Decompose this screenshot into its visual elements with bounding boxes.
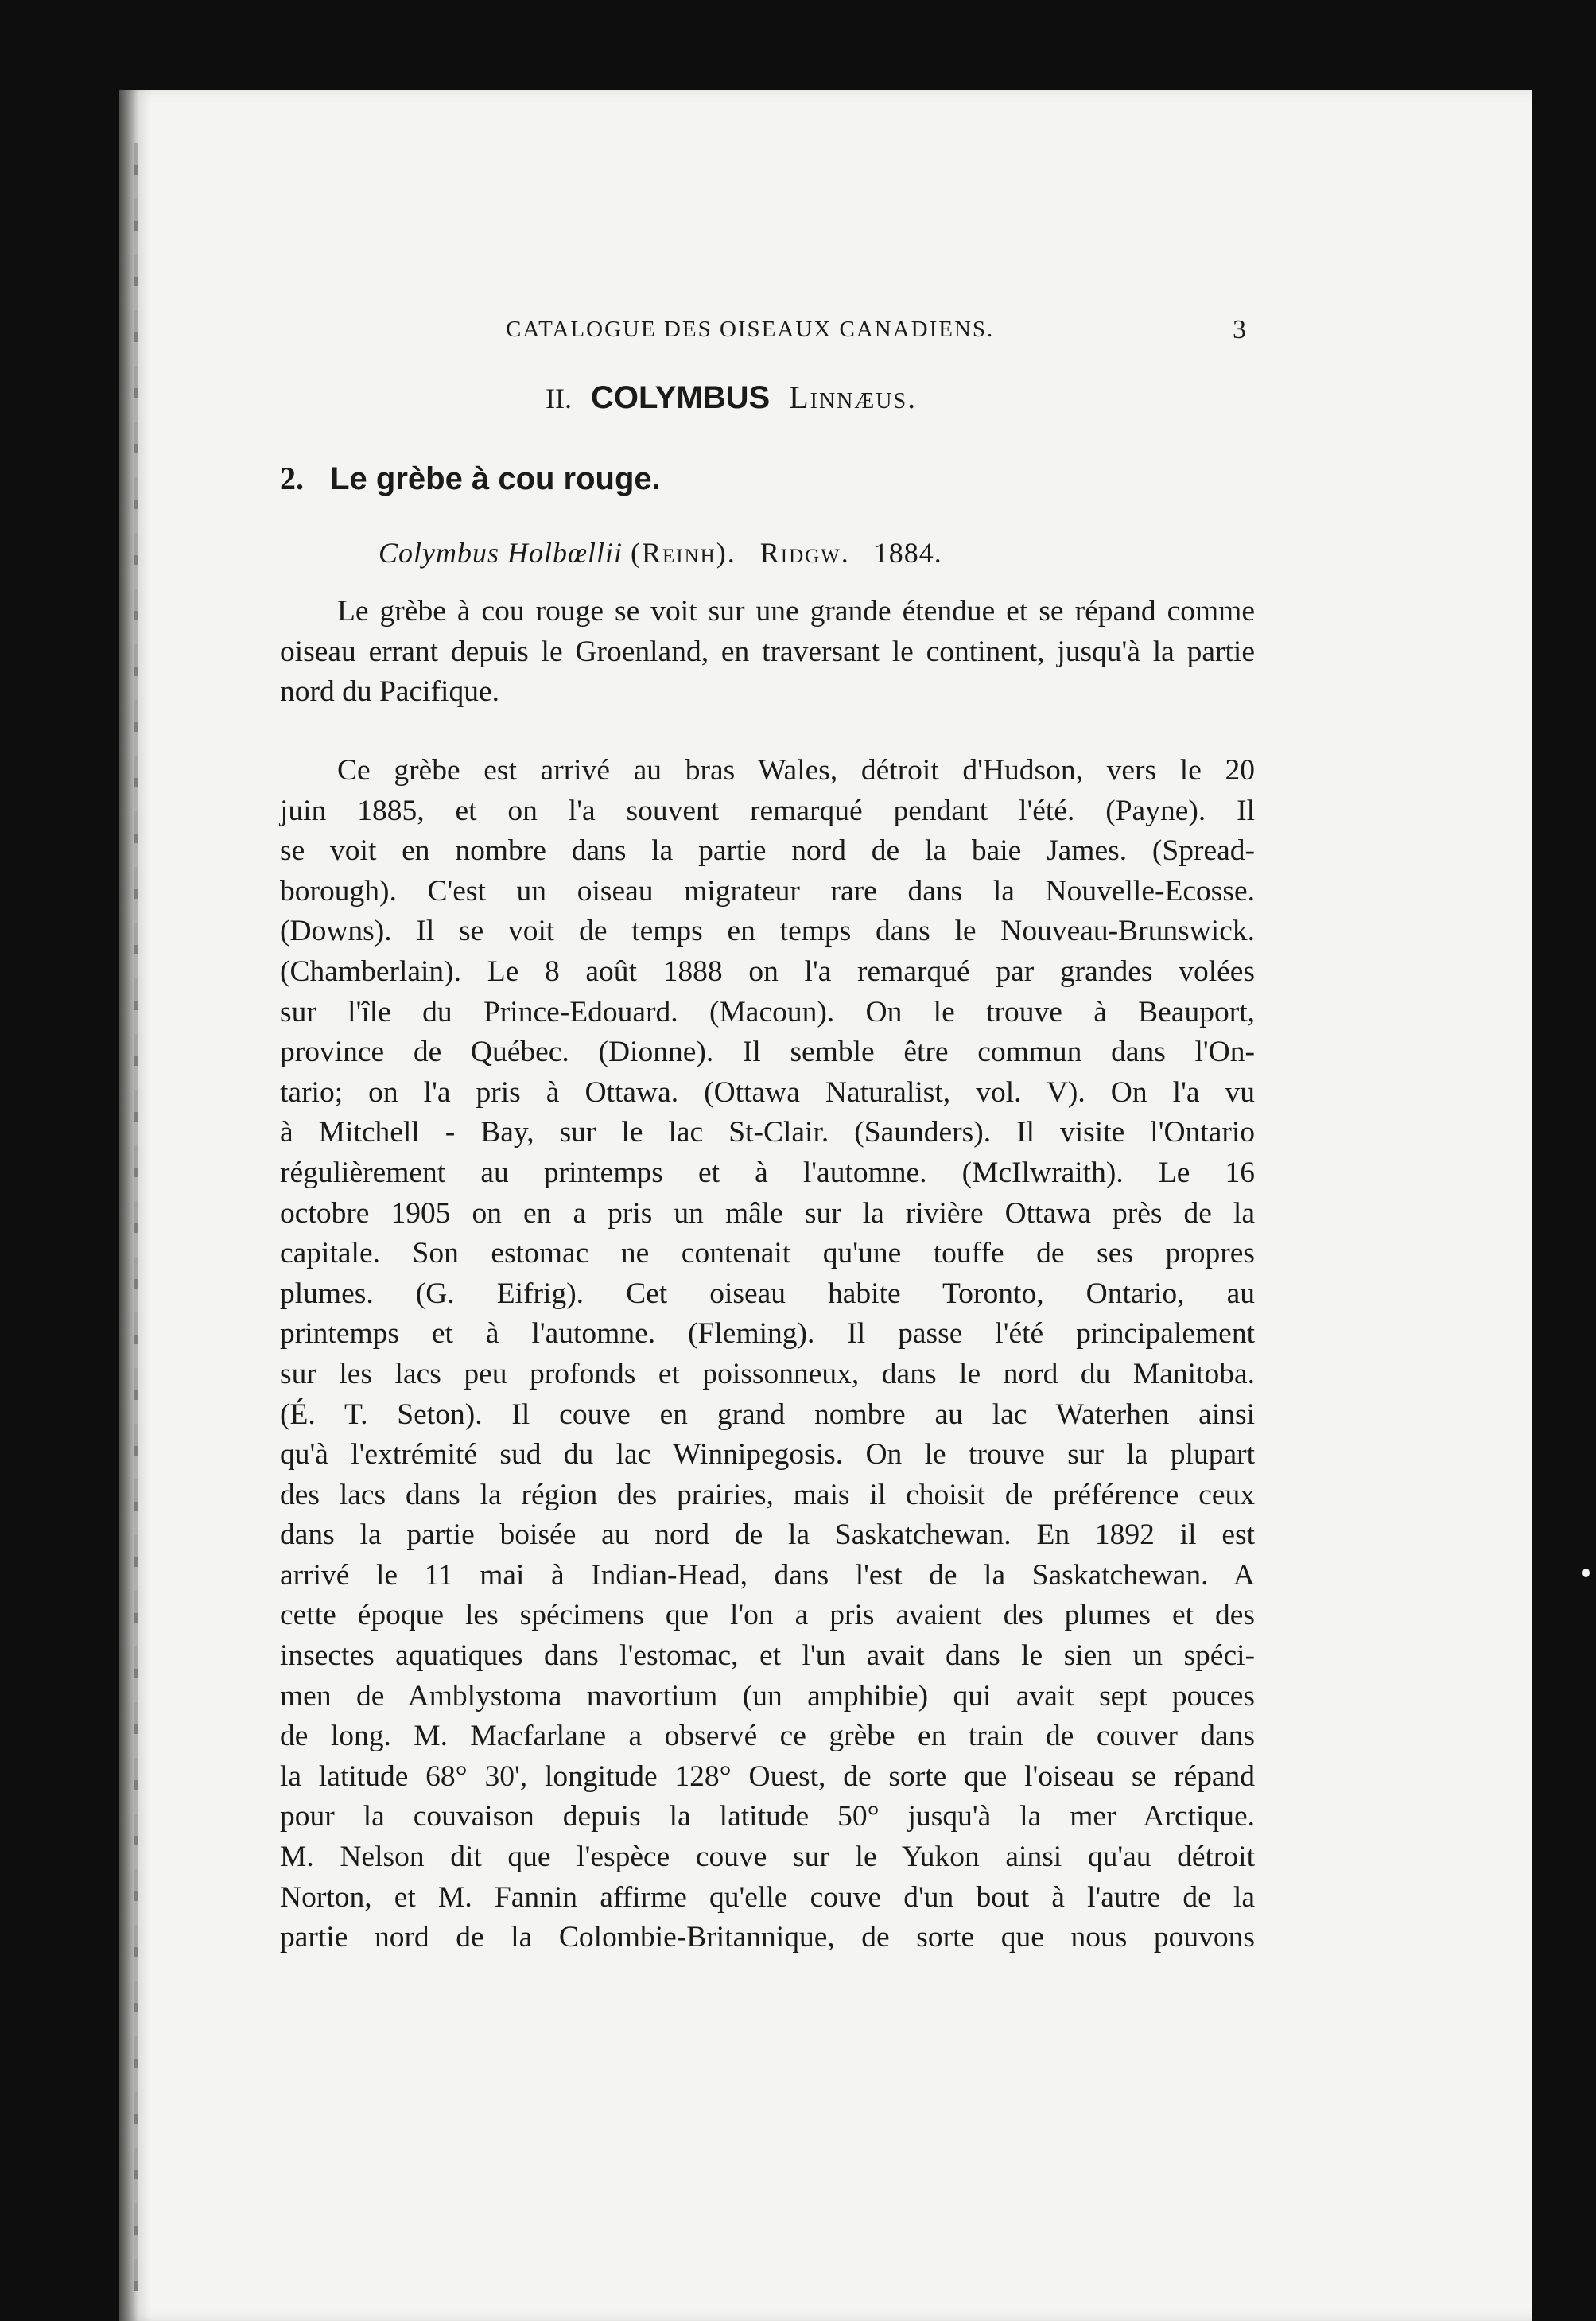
text-line: de long. M. Macfarlane a observé ce grèbe en train de couver dans: [280, 1720, 1255, 1753]
year: 1884.: [873, 537, 942, 569]
paragraph-text: Le grèbe à cou rouge se voit sur une grande étendue et se répand comme oiseau errant depuis le Groenland, en traversant le continent, jusqu'à la partie nord du Pacifique.: [280, 595, 1255, 709]
running-head: CATALOGUE DES OISEAUX CANADIENS.: [506, 317, 995, 342]
page-edge-binding: [134, 143, 138, 2291]
text-line: arrivé le 11 mai à Indian-Head, dans l'est de la Saskatchewan. A: [280, 1558, 1255, 1592]
text-line: à Mitchell - Bay, sur le lac St-Clair. (Saunders). Il visite l'Ontario: [280, 1116, 1255, 1149]
text-line: des lacs dans la région des prairies, mais il choisit de préférence ceux: [280, 1478, 1255, 1511]
page-number: 3: [1233, 315, 1246, 344]
text-line: Norton, et M. Fannin affirme qu'elle couve d'un bout à l'autre de la: [280, 1880, 1255, 1914]
text-line: men de Amblystoma mavortium (un amphibie) qui avait sept pouces: [280, 1679, 1255, 1713]
text-line: tario; on l'a pris à Ottawa. (Ottawa Naturalist, vol. V). On l'a vu: [280, 1075, 1255, 1109]
text-line: sur l'île du Prince-Edouard. (Macoun). On le trouve à Beauport,: [280, 995, 1255, 1028]
text-line: (Downs). Il se voit de temps en temps dans le Nouveau-Brunswick.: [280, 915, 1255, 948]
text-line: insectes aquatiques dans l'estomac, et l'un avait dans le sien un spéci-: [280, 1639, 1255, 1673]
species-title: Le grèbe à cou rouge.: [330, 461, 661, 496]
text-line: Ce grèbe est arrivé au bras Wales, détroit d'Hudson, vers le 20: [337, 754, 1255, 787]
scientific-name: Colymbus Holbœllii: [379, 537, 623, 569]
paragraph-distribution: [280, 592, 1255, 713]
text-line: capitale. Son estomac ne contenait qu'une touffe de ses propres: [280, 1237, 1255, 1270]
paragraph-records: [280, 751, 1255, 1958]
text-line: juin 1885, et on l'a souvent remarqué pendant l'été. (Payne). Il: [280, 794, 1255, 827]
text-line: plumes. (G. Eifrig). Cet oiseau habite Toronto, Ontario, au: [280, 1277, 1255, 1310]
text-line: pour la couvaison depuis la latitude 50° jusqu'à la mer Arctique.: [280, 1800, 1255, 1833]
text-line: la latitude 68° 30', longitude 128° Ouest, de sorte que l'oiseau se répand: [280, 1759, 1255, 1793]
text-line: sur les lacs peu profonds et poissonneux, dans le nord du Manitoba.: [280, 1357, 1255, 1390]
text-line: se voit en nombre dans la partie nord de la baie James. (Spread-: [280, 834, 1255, 868]
dust-speck: [1582, 1569, 1590, 1577]
genus-number: II.: [546, 383, 572, 414]
text-line: (Chamberlain). Le 8 août 1888 on l'a remarqué par grandes volées: [280, 954, 1255, 988]
authority: (Reinh).: [631, 537, 736, 569]
genus-heading: [546, 379, 1182, 416]
text-line: borough). C'est un oiseau migrateur rare dans la Nouvelle-Ecosse.: [280, 874, 1255, 908]
reference: Ridgw.: [759, 537, 850, 569]
text-line: régulièrement au printemps et à l'automne. (McIlwraith). Le 16: [280, 1156, 1255, 1189]
genus-author: Linnæus.: [789, 379, 918, 415]
genus-name: COLYMBUS: [590, 380, 771, 415]
text-line: (É. T. Seton). Il couve en grand nombre au lac Waterhen ainsi: [280, 1398, 1255, 1431]
text-line: cette époque les spécimens que l'on a pris avaient des plumes et des: [280, 1599, 1255, 1632]
text-line: province de Québec. (Dionne). Il semble être commun dans l'On-: [280, 1036, 1255, 1069]
species-number: 2.: [280, 461, 304, 496]
text-line: partie nord de la Colombie-Britannique, de sorte que nous pouvons: [280, 1921, 1255, 1954]
text-line: M. Nelson dit que l'espèce couve sur le Yukon ainsi qu'au détroit: [280, 1841, 1255, 1874]
synonym-line: [379, 536, 1253, 570]
text-line: qu'à l'extrémité sud du lac Winnipegosis. On le trouve sur la plupart: [280, 1438, 1255, 1472]
text-line: octobre 1905 on en a pris un mâle sur la rivière Ottawa près de la: [280, 1196, 1255, 1230]
species-heading: [280, 460, 996, 497]
text-line: dans la partie boisée au nord de la Saskatchewan. En 1892 il est: [280, 1518, 1255, 1552]
text-line: printemps et à l'automne. (Fleming). Il passe l'été principalement: [280, 1317, 1255, 1351]
